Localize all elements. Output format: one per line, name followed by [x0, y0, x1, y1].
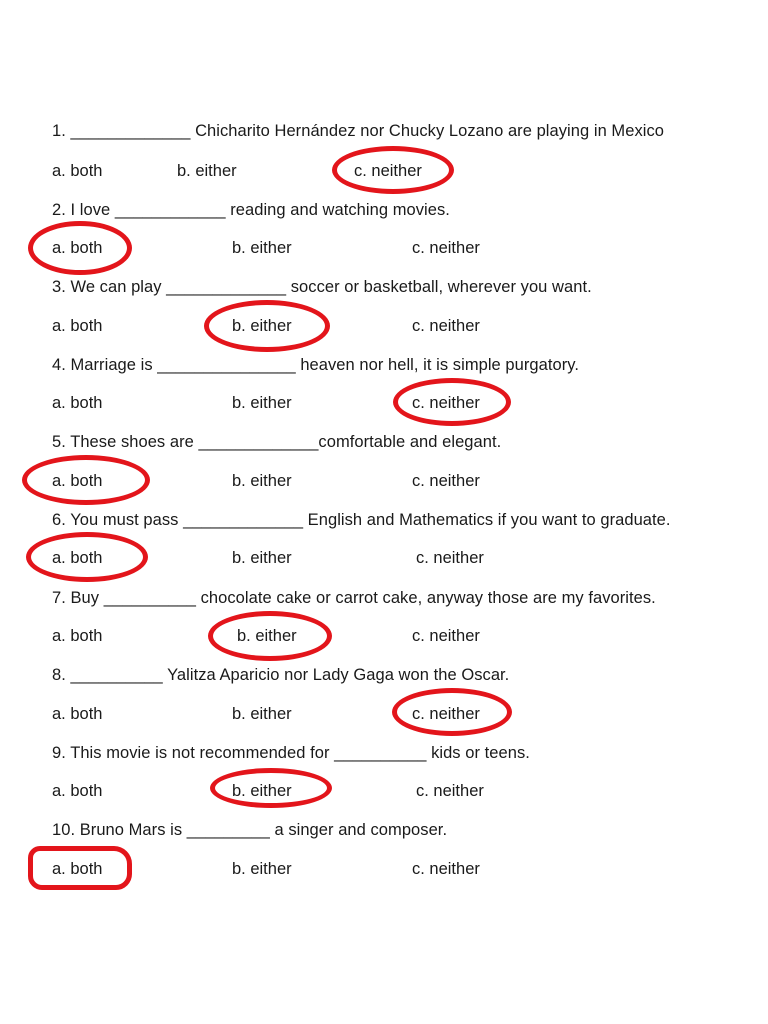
question-8-option-a: a. both — [52, 705, 103, 723]
question-1-option-c: c. neither — [354, 162, 422, 180]
question-7-option-b: b. either — [237, 627, 297, 645]
question-3-option-b: b. either — [232, 317, 292, 335]
question-8-option-b: b. either — [232, 705, 292, 723]
question-6-text: 6. You must pass _____________ English and Mathematics if you want to graduate. — [52, 511, 671, 529]
question-5-option-a: a. both — [52, 472, 103, 490]
question-10-text: 10. Bruno Mars is _________ a singer and composer. — [52, 821, 448, 839]
question-9-option-a: a. both — [52, 782, 103, 800]
question-5-option-b: b. either — [232, 472, 292, 490]
question-5-option-c: c. neither — [412, 472, 480, 490]
question-4-text: 4. Marriage is _______________ heaven nor hell, it is simple purgatory. — [52, 356, 579, 374]
question-9-option-b: b. either — [232, 782, 292, 800]
question-10-option-b: b. either — [232, 860, 292, 878]
question-1-text: 1. _____________ Chicharito Hernández nor Chucky Lozano are playing in Mexico — [52, 122, 664, 140]
question-6-option-a: a. both — [52, 549, 103, 567]
question-4-option-c: c. neither — [412, 394, 480, 412]
question-8-text: 8. __________ Yalitza Aparicio nor Lady Gaga won the Oscar. — [52, 666, 510, 684]
question-3-text: 3. We can play _____________ soccer or basketball, wherever you want. — [52, 278, 592, 296]
question-6-option-b: b. either — [232, 549, 292, 567]
question-7-text: 7. Buy __________ chocolate cake or carrot cake, anyway those are my favorites. — [52, 589, 656, 607]
question-1-option-b: b. either — [177, 162, 237, 180]
question-7-option-c: c. neither — [412, 627, 480, 645]
question-6-option-c: c. neither — [416, 549, 484, 567]
question-2-option-b: b. either — [232, 239, 292, 257]
question-3-option-a: a. both — [52, 317, 103, 335]
question-2-option-a: a. both — [52, 239, 103, 257]
question-4-option-b: b. either — [232, 394, 292, 412]
question-2-text: 2. I love ____________ reading and watching movies. — [52, 201, 450, 219]
question-8-option-c: c. neither — [412, 705, 480, 723]
question-4-option-a: a. both — [52, 394, 103, 412]
question-9-option-c: c. neither — [416, 782, 484, 800]
question-10-option-a: a. both — [52, 860, 103, 878]
question-1-option-a: a. both — [52, 162, 103, 180]
question-3-option-c: c. neither — [412, 317, 480, 335]
question-7-option-a: a. both — [52, 627, 103, 645]
question-2-option-c: c. neither — [412, 239, 480, 257]
question-10-option-c: c. neither — [412, 860, 480, 878]
question-9-text: 9. This movie is not recommended for __________ kids or teens. — [52, 744, 530, 762]
question-5-text: 5. These shoes are _____________comfortable and elegant. — [52, 433, 502, 451]
